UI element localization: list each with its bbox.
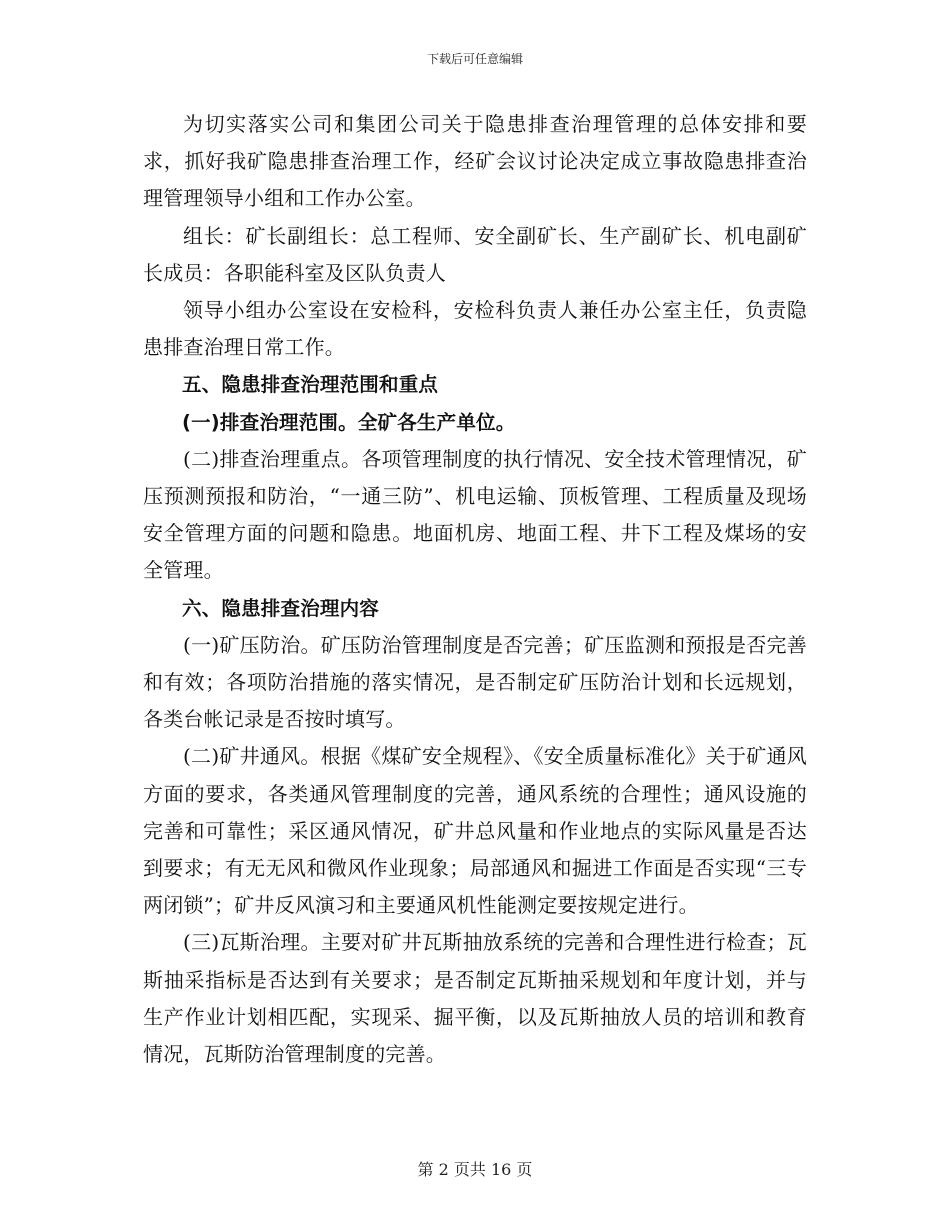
- document-body: [143, 106, 807, 1073]
- paragraph-intro: 为切实落实公司和集团公司关于隐患排查治理管理的总体安排和要求，抓好我矿隐患排查治理工作，经矿会议讨论决定成立事故隐患排查治理管理领导小组和工作办公室。: [143, 112, 807, 211]
- paragraph-key-points: (二)排查治理重点。各项管理制度的执行情况、安全技术管理情况，矿压预测预报和防治，“一通三防”、机电运输、顶板管理、工程质量及现场安全管理方面的问题和隐患。地面机房、地面工程、井下工程及煤场的安全管理。: [143, 446, 807, 583]
- section-heading-5: 五、隐患排查治理范围和重点: [182, 373, 439, 397]
- paragraph-group-members: 组长：矿长副组长：总工程师、安全副矿长、生产副矿长、机电副矿长成员：各职能科室及区队负责人: [143, 223, 807, 285]
- subheading-scope: (一)排查治理范围。全矿各生产单位。: [182, 410, 516, 434]
- paragraph-office: 领导小组办公室设在安检科，安检科负责人兼任办公室主任，负责隐患排查治理日常工作。: [143, 298, 807, 360]
- paragraph-mine-pressure: (一)矿压防治。矿压防治管理制度是否完善；矿压监测和预报是否完善和有效；各项防治措施的落实情况，是否制定矿压防治计划和长远规划，各类台帐记录是否按时填写。: [143, 632, 807, 732]
- paragraph-ventilation: (二)矿井通风。根据《煤矿安全规程》、《安全质量标准化》关于矿通风方面的要求，各类通风管理制度的完善，通风系统的合理性；通风设施的完善和可靠性；采区通风情况，矿井总风量和作业地点的实际风量是否达到要求；有无无风和微风作业现象；局部通风和掘进工作面是否实现“三专两闭锁”；矿井反风演习和主要通风机性能测定要按规定进行。: [143, 744, 807, 918]
- page-number: 第 2 页共 16 页: [417, 1160, 533, 1179]
- paragraph-gas-control: (三)瓦斯治理。主要对矿井瓦斯抽放系统的完善和合理性进行检查；瓦斯抽采指标是否达到有关要求；是否制定瓦斯抽采规划和年度计划，并与生产作业计划相匹配，实现采、掘平衡，以及瓦斯抽放人员的培训和教育情况，瓦斯防治管理制度的完善。: [143, 930, 807, 1067]
- page-header-note: 下载后可任意编辑: [426, 52, 523, 66]
- section-heading-6: 六、隐患排查治理内容: [182, 596, 380, 620]
